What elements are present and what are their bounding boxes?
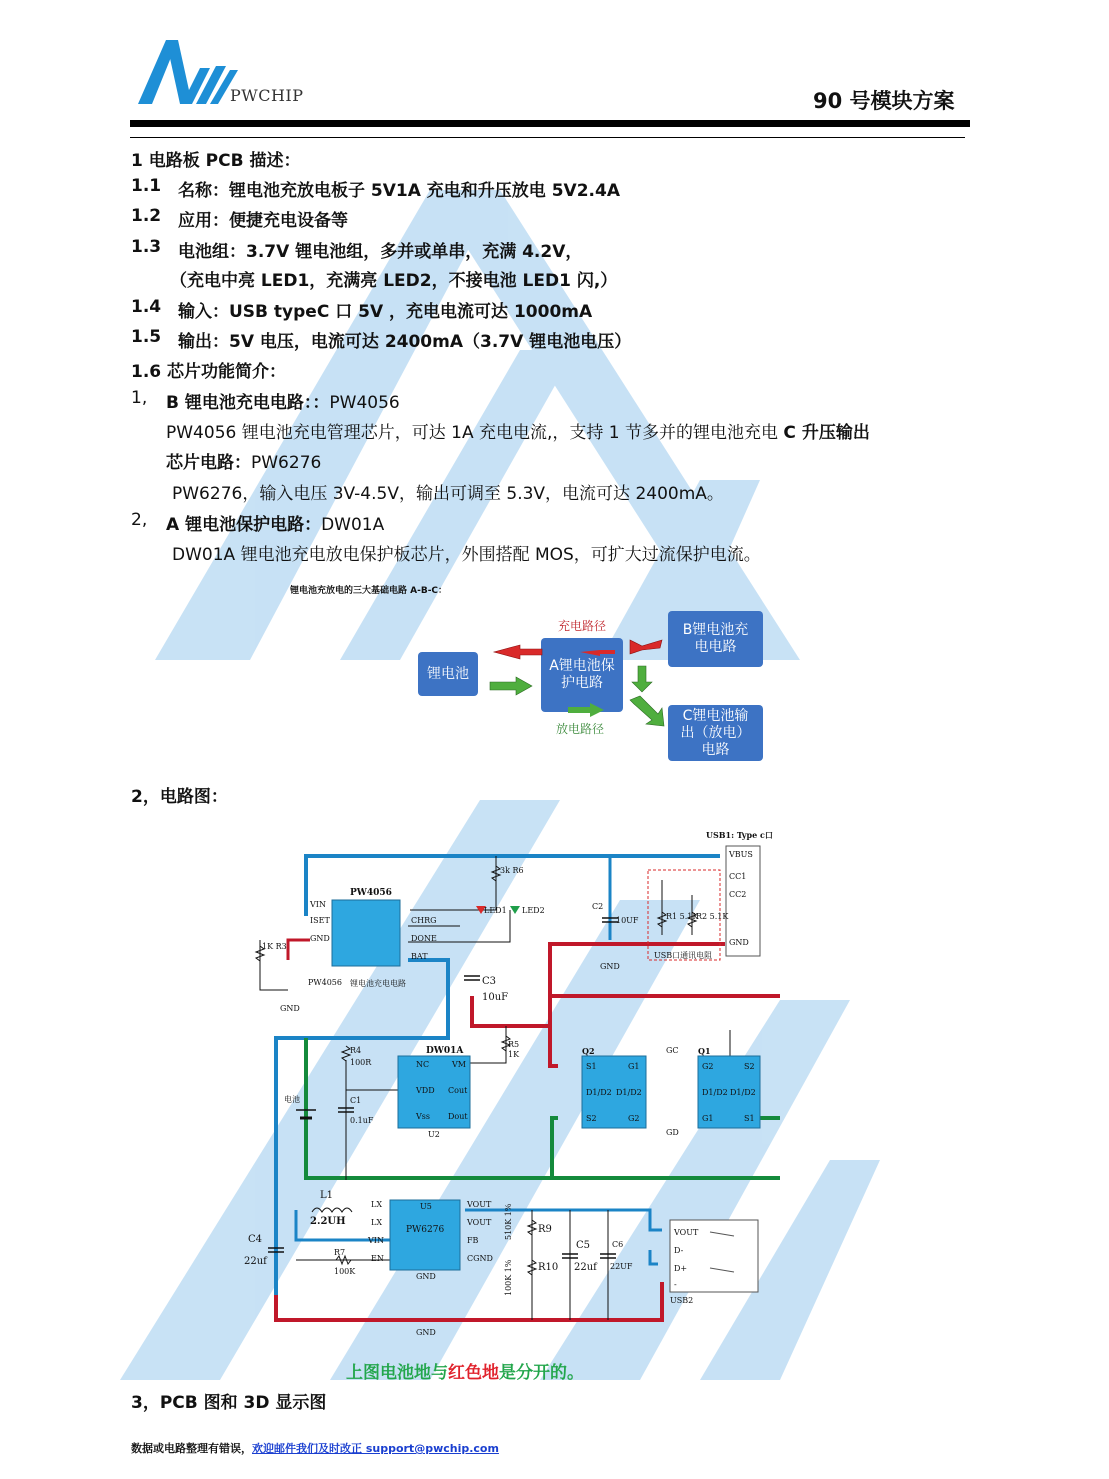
pw6276-pin-lx-1: LX [371,1200,383,1209]
q2-pin-d1d2-a: D1/D2 [586,1088,612,1097]
gnd-label-usb: GND [600,962,620,971]
c3-value: 10uF [482,992,509,1003]
r10-value: 100K 1% [504,1259,513,1296]
item-1-1-text: 名称：锂电池充放电板子 5V1A 充电和升压放电 5V2.4A [178,181,620,201]
item-1-1-num: 1.1 [131,176,162,196]
charge-circuit-box: B锂电池充电电路 [668,611,763,667]
gd-label: GD [666,1128,679,1137]
c1-label: C1 [350,1096,362,1105]
brand-name: PWCHIP [230,86,304,105]
pw6276-pin-vout-2: VOUT [467,1218,492,1227]
usb1-pin-gnd: GND [729,938,749,947]
item-1-3-num: 1.3 [131,237,162,257]
battery-box: 锂电池 [418,652,478,696]
chip-heading: 1.6 芯片功能简介： [131,362,287,382]
dw01a-pin-vm: VM [452,1060,466,1069]
item-1-3-text: 电池组：3.7V 锂电池组，多并或单串，充满 4.2V， [178,242,583,262]
r5-value: 1K [508,1050,520,1059]
wire-pw4056-gnd [288,940,310,960]
pw6276-pin-lx-2: LX [371,1218,383,1227]
r7-label: R7 [334,1248,346,1257]
q2-pin-g1: G1 [628,1062,640,1071]
c2-label: C2 [592,902,604,911]
c1-value: 0.1uF [350,1116,374,1125]
footer [131,1440,499,1456]
r7-value: 100K [334,1267,356,1276]
arrow-to-battery-red [494,645,542,659]
header-rule-thick [130,120,970,127]
arrow-to-protection-green [490,677,532,695]
led2-label: LED2 [522,906,545,915]
gnd-label-bottom: GND [416,1328,436,1337]
gnd-label-left: GND [280,1004,300,1013]
item-1-2-text: 应用：便捷充电设备等 [178,211,348,231]
wire-vm [470,1026,506,1063]
pw6276-ref: U5 [420,1202,432,1211]
q2-pin-s2: S2 [586,1114,597,1123]
pw4056-title: PW4056 [350,888,392,898]
pw6276-pin-fb: FB [467,1236,479,1245]
pw4056-pin-iset: ISET [310,916,330,925]
pw6276-title: PW6276 [406,1225,445,1235]
usb2-pin-vout: VOUT [674,1228,699,1237]
q2-pin-d1d2-b: D1/D2 [616,1088,642,1097]
l1-label: L1 [320,1190,334,1201]
r1-label: R1 5.1K [666,912,699,921]
wire-usb2-d [650,1250,658,1264]
r4-label: R4 [350,1046,362,1055]
c4-label: C4 [248,1234,263,1245]
section2-heading: 2，电路图： [131,787,228,807]
gc-label: GC [666,1046,679,1055]
item-1-5-text: 输出：5V 电压，电流可达 2400mA（3.7V 锂电池电压） [178,332,632,352]
dw01a-ref: U2 [428,1130,440,1139]
a-circuit-line [166,510,384,535]
dw01a-title: DW01A [426,1046,464,1056]
usb-resistor-note: USB口通讯电阻 [654,951,713,960]
dw01a-pin-nc: NC [416,1060,430,1069]
usb2-pin-dplus: D+ [674,1264,688,1273]
item-1-2-num: 1.2 [131,206,162,226]
dw01a-pin-dout: Dout [448,1112,468,1121]
pw4056-pin-bat: BAT [411,952,428,961]
b-circuit-chip: PW4056 [329,393,400,413]
block-arrows [480,630,670,740]
section1-heading: 1 电路板 PCB 描述： [131,151,301,171]
item-1-4-num: 1.4 [131,297,162,317]
wire-vout [465,1210,662,1230]
r9-value: 510K 1% [504,1203,513,1240]
ground-note-part1: 上图电池地与 [346,1363,448,1383]
c6-value: 22UF [610,1262,633,1271]
c-circuit-label-1: C 升压输出 [783,423,870,443]
b-circuit-line [166,388,400,413]
charge-path-label: 充电路径 [558,619,607,633]
led1-label: LED1 [484,906,507,915]
c-circuit-chip: PW6276 [251,453,322,473]
pwchip-logo [130,36,240,108]
pw4056-caption: PW4056 [308,978,342,987]
pw6276-pin-vout-1: VOUT [467,1200,492,1209]
usb1-pin-vbus: VBUS [729,850,753,859]
dw01a-pin-vss: Vss [416,1112,430,1121]
section3-heading: 3，PCB 图和 3D 显示图 [131,1393,327,1413]
r2-label: R2 5.1K [696,912,729,921]
q2-pin-g2: G2 [628,1114,640,1123]
r4-value: 100R [350,1058,372,1067]
q2-label: Q2 [582,1046,595,1056]
b-circuit-desc: PW4056 锂电池充电管理芯片，可达 1A 充电电流,，支持 1 节多并的锂电池充电 [166,423,779,443]
c-circuit-label-2: 芯片电路： [166,453,251,473]
pw6276-pin-cgnd: CGND [467,1254,493,1263]
dw01a-pin-vdd: VDD [416,1086,435,1095]
usb1-pin-cc2: CC2 [729,890,747,899]
c-circuit-line [166,448,321,473]
q1-pin-d1d2-a: D1/D2 [702,1088,728,1097]
q1-pin-g1: G1 [702,1114,714,1123]
usb1-title: USB1: Type c口 [706,830,773,840]
c6-label: C6 [612,1240,624,1249]
r5-label: R5 [508,1040,520,1049]
pw4056-pin-done: DONE [411,934,437,943]
usb2-pin-dminus: D- [674,1246,684,1255]
ground-note-part3: 是分开的。 [499,1363,584,1383]
ground-note [346,1358,584,1383]
wire-q2-s2-green [552,1118,558,1178]
c4-value: 22uf [244,1256,267,1267]
l1-value: 2.2UH [310,1216,346,1227]
usb2-pin-minus: - [674,1280,677,1289]
r10-label: R10 [538,1262,559,1273]
q1-label: Q1 [698,1046,711,1056]
footer-text: 数据或电路整理有错误， [131,1442,252,1455]
arrow-from-b-red [630,640,662,654]
usb1-pin-cc1: CC1 [729,872,747,881]
wire-r6-leds [410,856,496,910]
pw4056-caption-2: 锂电池充电电路 [350,979,406,988]
wire-q2-s1 [550,996,558,1066]
c3-label: C3 [482,976,497,987]
arrow-in-box-red [580,650,615,656]
pw6276-pin-vin: VIN [368,1236,384,1245]
header-rule-thin [130,137,965,138]
wire-gnd-red-bottom [276,1282,662,1320]
arrow-in-box-green [568,703,604,717]
resistor-r4 [342,1046,350,1061]
doc-title: 90 号模块方案 [813,89,955,113]
dw01a-pin-cout: Cout [448,1086,468,1095]
c2-value: 10UF [616,916,639,925]
arrow-to-c-green [630,696,664,726]
inductor-l1 [312,1208,352,1212]
pw4056-pin-chrg: CHRG [411,916,437,925]
pw4056-pin-vin: VIN [310,900,326,909]
block-diagram-caption: 锂电池充放电的三大基础电路 A-B-C： [290,586,448,596]
protection-circuit-box: A锂电池保护电路 [541,638,623,712]
r9-label: R9 [538,1224,552,1235]
c5-value: 22uf [574,1262,597,1273]
pw6276-pin-gnd: GND [416,1272,436,1281]
arrow-down-green [632,666,652,692]
support-email-link[interactable]: 欢迎邮件我们及时改正 support@pwchip.com [252,1442,499,1455]
discharge-path-label: 放电路径 [556,722,605,736]
list-num-2: 2, [131,510,148,530]
b-desc-line [166,418,870,443]
pw6276-pin-en: EN [371,1254,384,1263]
circuit-schematic [240,820,780,1340]
q1-pin-g2: G2 [702,1062,714,1071]
q1-pin-s2: S2 [744,1062,755,1071]
list-num-1: 1, [131,388,148,408]
q1-pin-d1d2-b: D1/D2 [730,1088,756,1097]
pw4056-pin-gnd: GND [310,934,330,943]
usb2-ref: USB2 [670,1296,694,1305]
item-1-4-text: 输入：USB typeC 口 5V ，充电电流可达 1000mA [178,302,593,322]
a-circuit-desc: DW01A 锂电池充电放电保护板芯片，外围搭配 MOS，可扩大过流保护电流。 [172,545,761,565]
q1-pin-s1: S1 [744,1114,755,1123]
pw4056-chip [332,900,400,966]
r6-label: 3k R6 [500,866,524,875]
item-1-5-num: 1.5 [131,327,162,347]
item-1-3-led-note: （充电中亮 LED1，充满亮 LED2，不接电池 LED1 闪,） [170,271,618,291]
c-circuit-desc: PW6276，输入电压 3V-4.5V，输出可调至 5.3V，电流可达 2400mA。 [172,484,724,504]
ground-note-red: 红色地 [448,1363,499,1383]
r3-label: 1K R3 [262,942,287,951]
led2-icon [510,906,520,914]
a-circuit-label: A 锂电池保护电路： [166,515,322,535]
b-circuit-label: B 锂电池充电电路：： [166,393,330,413]
a-circuit-chip: DW01A [321,515,385,535]
battery-label: 电池 [284,1095,300,1104]
q2-pin-s1: S1 [586,1062,597,1071]
c5-label: C5 [576,1240,591,1251]
output-circuit-box: C锂电池输出（放电）电路 [668,705,763,761]
